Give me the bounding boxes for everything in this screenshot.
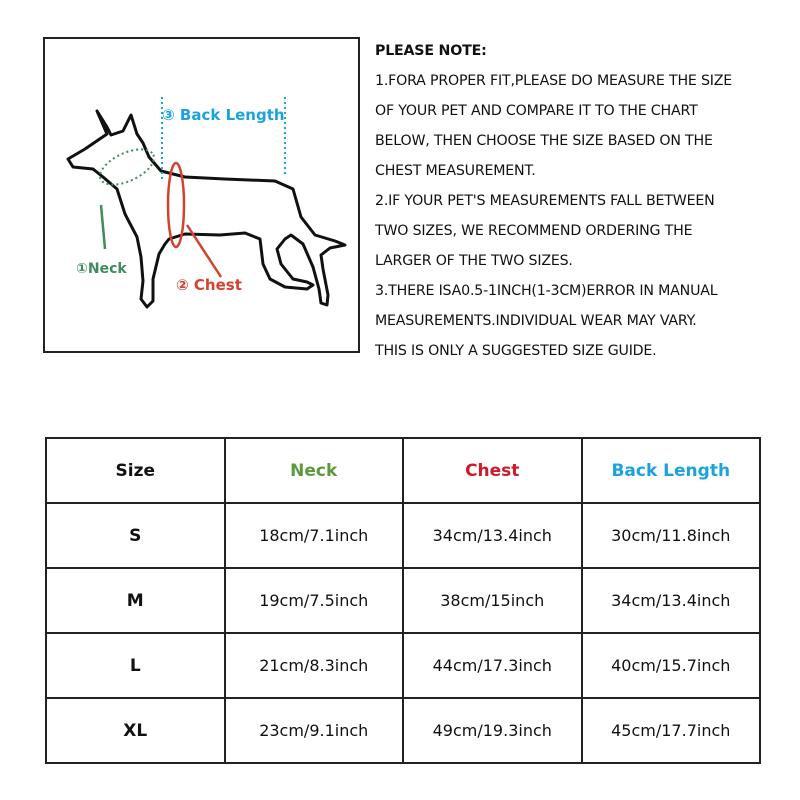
note-title: PLEASE NOTE: (375, 43, 487, 59)
chest-label: ② Chest (176, 276, 242, 294)
back-length-cell: 34cm/13.4inch (582, 568, 761, 633)
chest-cell: 44cm/17.3inch (403, 633, 582, 698)
chest-cell: 34cm/13.4inch (403, 503, 582, 568)
back-length-cell: 40cm/15.7inch (582, 633, 761, 698)
note-line: 2.IF YOUR PET'S MEASUREMENTS FALL BETWEEN (375, 193, 715, 209)
table-row (46, 633, 760, 698)
neck-dotted-ring (95, 142, 159, 192)
table-row (46, 698, 760, 763)
neck-cell: 18cm/7.1inch (225, 503, 404, 568)
note-line: 1.FORA PROPER FIT,PLEASE DO MEASURE THE SIZE (375, 73, 733, 89)
neck-cell: 21cm/8.3inch (225, 633, 404, 698)
note-line: BELOW, THEN CHOOSE THE SIZE BASED ON THE (375, 133, 713, 149)
dog-silhouette-illustration (45, 39, 358, 351)
size-cell: S (46, 503, 225, 568)
table-header-row (46, 438, 760, 503)
note-line: LARGER OF THE TWO SIZES. (375, 253, 573, 269)
note-line: TWO SIZES, WE RECOMMEND ORDERING THE (375, 223, 693, 239)
back-length-cell: 30cm/11.8inch (582, 503, 761, 568)
table-row (46, 503, 760, 568)
header-size: Size (46, 438, 225, 503)
note-line: 3.THERE ISA0.5-1INCH(1-3CM)ERROR IN MANUAL (375, 283, 718, 299)
size-cell: L (46, 633, 225, 698)
size-chart-table (45, 437, 761, 764)
note-line: OF YOUR PET AND COMPARE IT TO THE CHART (375, 103, 698, 119)
neck-cell: 19cm/7.5inch (225, 568, 404, 633)
header-neck: Neck (225, 438, 404, 503)
dog-measurement-diagram (43, 37, 360, 353)
chest-pointer-line (187, 225, 221, 277)
back-length-cell: 45cm/17.7inch (582, 698, 761, 763)
neck-cell: 23cm/9.1inch (225, 698, 404, 763)
table-row (46, 568, 760, 633)
note-line: CHEST MEASUREMENT. (375, 163, 536, 179)
size-cell: XL (46, 698, 225, 763)
back-length-label: ③ Back Length (162, 106, 285, 124)
chest-cell: 38cm/15inch (403, 568, 582, 633)
chest-cell: 49cm/19.3inch (403, 698, 582, 763)
neck-pointer-line (101, 205, 105, 249)
note-line: MEASUREMENTS.INDIVIDUAL WEAR MAY VARY. (375, 313, 697, 329)
note-line: THIS IS ONLY A SUGGESTED SIZE GUIDE. (375, 343, 657, 359)
header-chest: Chest (403, 438, 582, 503)
header-back-length: Back Length (582, 438, 761, 503)
size-cell: M (46, 568, 225, 633)
sizing-note (375, 36, 795, 366)
neck-label: ①Neck (76, 261, 127, 277)
